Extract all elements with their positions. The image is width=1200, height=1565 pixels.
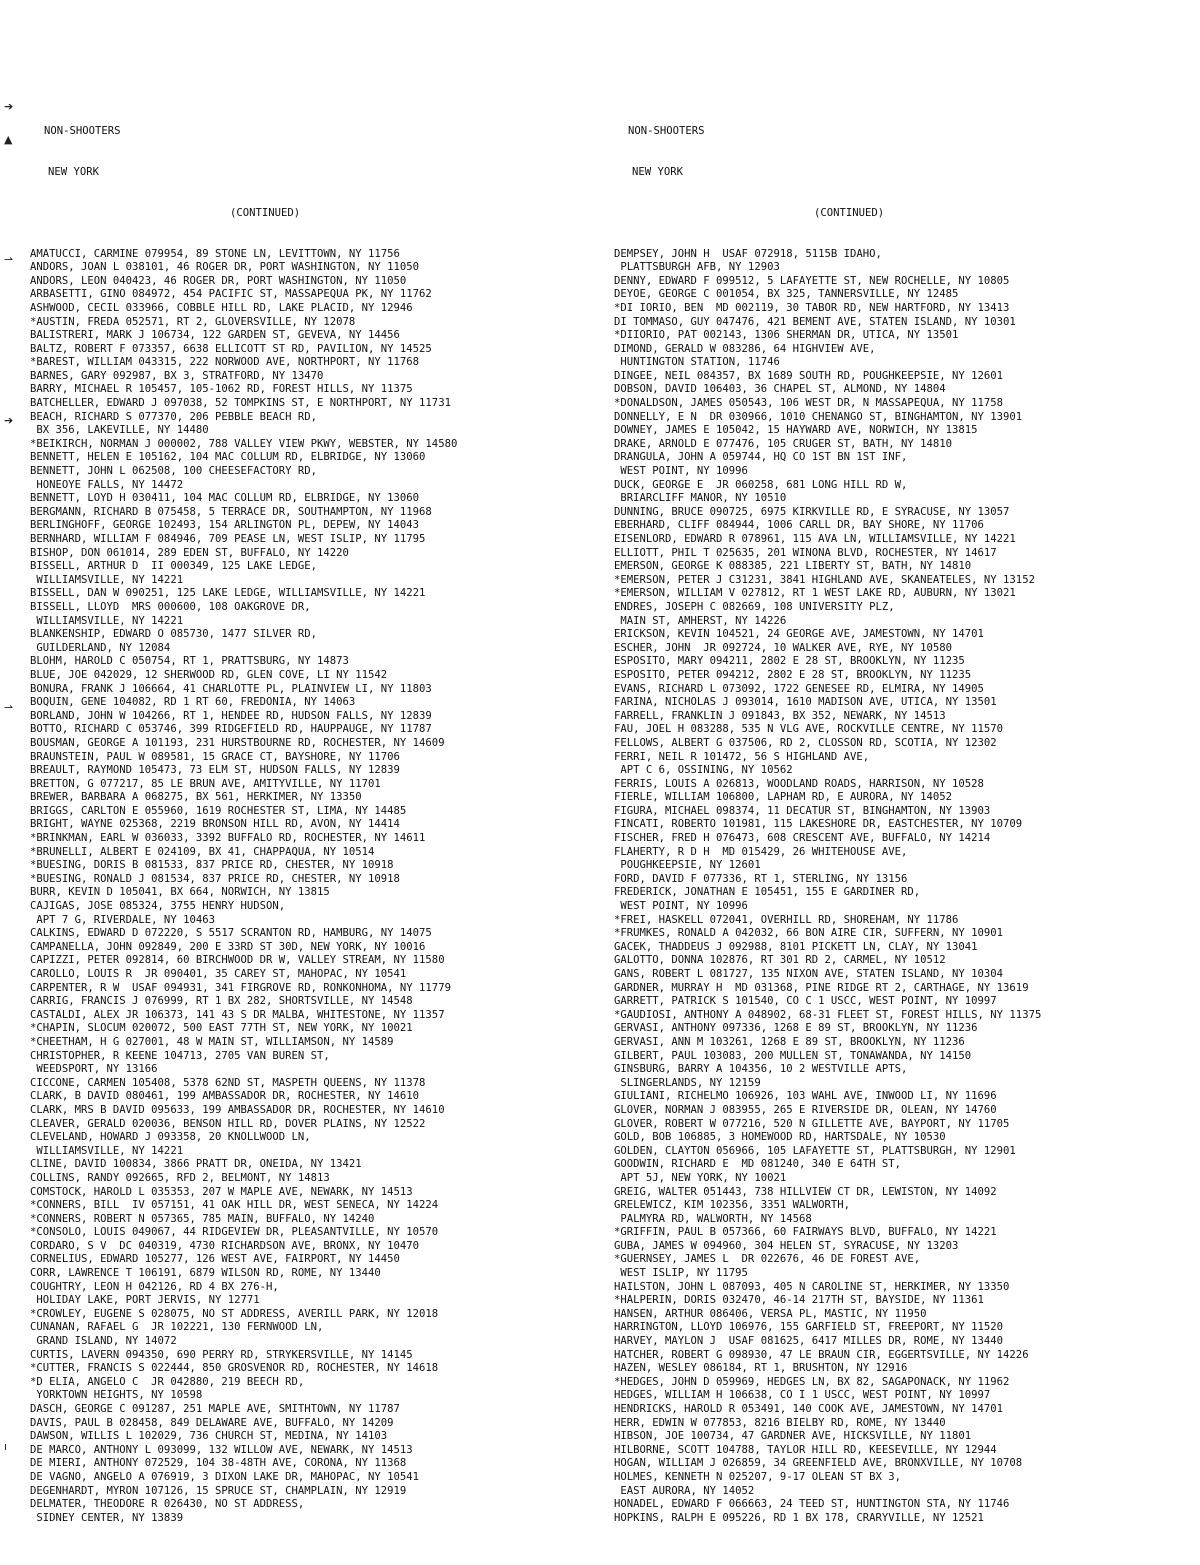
listing-entries	[614, 248, 1184, 1526]
listing-line: BISSELL, ARTHUR D II 000349, 125 LAKE LEDGE,	[30, 560, 318, 573]
listing-line: *DONALDSON, JAMES 050543, 106 WEST DR, N MASSAPEQUA, NY 11758	[614, 397, 1004, 410]
listing-line: BONURA, FRANK J 106664, 41 CHARLOTTE PL, PLAINVIEW LI, NY 11803	[30, 682, 432, 695]
listing-line: CLEVELAND, HOWARD J 093358, 20 KNOLLWOOD LN,	[30, 1131, 311, 1144]
listing-line: HANSEN, ARTHUR 086406, VERSA PL, MASTIC, NY 11950	[614, 1307, 927, 1320]
listing-line: SIDNEY CENTER, NY 13839	[30, 1511, 184, 1524]
listing-line: GACEK, THADDEUS J 092988, 8101 PICKETT LN, CLAY, NY 13041	[614, 940, 978, 953]
listing-line: CAMPANELLA, JOHN 092849, 200 E 33RD ST 30D, NEW YORK, NY 10016	[30, 940, 426, 953]
listing-line: CLEAVER, GERALD 020036, BENSON HILL RD, DOVER PLAINS, NY 12522	[30, 1117, 426, 1130]
listing-line: FARINA, NICHOLAS J 093014, 1610 MADISON AVE, UTICA, NY 13501	[614, 696, 997, 709]
listing-line: EBERHARD, CLIFF 084944, 1006 CARLL DR, BAY SHORE, NY 11706	[614, 519, 984, 532]
listing-line: *AUSTIN, FREDA 052571, RT 2, GLOVERSVILLE, NY 12078	[30, 315, 356, 328]
listing-line: DE MIERI, ANTHONY 072529, 104 38-48TH AVE, CORONA, NY 11368	[30, 1457, 407, 1470]
listing-line: COUGHTRY, LEON H 042126, RD 4 BX 276-H,	[30, 1280, 279, 1293]
listing-line: COLLINS, RANDY 092665, RFD 2, BELMONT, NY 14813	[30, 1171, 330, 1184]
listing-line: HARVEY, MAYLON J USAF 081625, 6417 MILLES DR, ROME, NY 13440	[614, 1335, 1004, 1348]
listing-line: *GRIFFIN, PAUL B 057366, 60 FAIRWAYS BLVD, BUFFALO, NY 14221	[614, 1226, 997, 1239]
listing-line: *BUESING, DORIS B 081533, 837 PRICE RD, CHESTER, NY 10918	[30, 859, 394, 872]
listing-line: HONEOYE FALLS, NY 14472	[30, 478, 184, 491]
listing-line: ERICKSON, KEVIN 104521, 24 GEORGE AVE, JAMESTOWN, NY 14701	[614, 628, 984, 641]
listing-line: HOLIDAY LAKE, PORT JERVIS, NY 12771	[30, 1294, 260, 1307]
listing-line: BENNETT, LOYD H 030411, 104 MAC COLLUM RD, ELBRIDGE, NY 13060	[30, 492, 420, 505]
listing-line: ANDORS, LEON 040423, 46 ROGER DR, PORT WASHINGTON, NY 11050	[30, 274, 407, 287]
listing-line: EVANS, RICHARD L 073092, 1722 GENESEE RD, ELMIRA, NY 14905	[614, 682, 984, 695]
listing-line: BALISTRERI, MARK J 106734, 122 GARDEN ST, GEVEVA, NY 14456	[30, 329, 400, 342]
listing-line: BLOHM, HAROLD C 050754, RT 1, PRATTSBURG, NY 14873	[30, 655, 349, 668]
listing-line: CAPIZZI, PETER 092814, 60 BIRCHWOOD DR W, VALLEY STREAM, NY 11580	[30, 954, 445, 967]
listing-line: *HEDGES, JOHN D 059969, HEDGES LN, BX 82, SAGAPONACK, NY 11962	[614, 1375, 1010, 1388]
listing-line: CUNANAN, RAFAEL G JR 102221, 130 FERNWOOD LN,	[30, 1321, 324, 1334]
listing-line: GLOVER, ROBERT W 077216, 520 N GILLETTE AVE, BAYPORT, NY 11705	[614, 1117, 1010, 1130]
listing-line: DIMOND, GERALD W 083286, 64 HIGHVIEW AVE,	[614, 342, 876, 355]
continued-label: (CONTINUED)	[814, 206, 885, 219]
listing-line: HATCHER, ROBERT G 098930, 47 LE BRAUN CIR, EGGERTSVILLE, NY 14226	[614, 1348, 1029, 1361]
listing-line: CAJIGAS, JOSE 085324, 3755 HENRY HUDSON,	[30, 900, 286, 913]
margin-arrow-mark: ⇀	[4, 701, 14, 714]
listing-line: BISSELL, DAN W 090251, 125 LAKE LEDGE, WILLIAMSVILLE, NY 14221	[30, 587, 426, 600]
section-heading: NON-SHOOTERS	[628, 125, 705, 138]
listing-line: DRAKE, ARNOLD E 077476, 105 CRUGER ST, BATH, NY 14810	[614, 437, 953, 450]
listing-line: BERLINGHOFF, GEORGE 102493, 154 ARLINGTON PL, DEPEW, NY 14043	[30, 519, 420, 532]
listing-line: HAILSTON, JOHN L 087093, 405 N CAROLINE ST, HERKIMER, NY 13350	[614, 1280, 1010, 1293]
listing-line: APT 7 G, RIVERDALE, NY 10463	[30, 913, 215, 926]
listing-line: WEST ISLIP, NY 11795	[614, 1267, 748, 1280]
listing-line: BISHOP, DON 061014, 289 EDEN ST, BUFFALO, NY 14220	[30, 546, 349, 559]
listing-line: ENDRES, JOSEPH C 082669, 108 UNIVERSITY PLZ,	[614, 600, 895, 613]
listing-line: *FRUMKES, RONALD A 042032, 66 BON AIRE CIR, SUFFERN, NY 10901	[614, 927, 1004, 940]
listing-line: FERRI, NEIL R 101472, 56 S HIGHLAND AVE,	[614, 750, 870, 763]
listing-line: FINCATI, ROBERTO 101981, 115 LAKESHORE DR, EASTCHESTER, NY 10709	[614, 818, 1023, 831]
listing-line: *DI IORIO, BEN MD 002119, 30 TABOR RD, NEW HARTFORD, NY 13413	[614, 301, 1010, 314]
listing-line: AMATUCCI, CARMINE 079954, 89 STONE LN, LEVITTOWN, NY 11756	[30, 247, 400, 260]
listing-line: BRIGHT, WAYNE 025368, 2219 BRONSON HILL RD, AVON, NY 14414	[30, 818, 400, 831]
listing-line: CARPENTER, R W USAF 094931, 341 FIRGROVE RD, RONKONHOMA, NY 11779	[30, 981, 451, 994]
listing-line: GILBERT, PAUL 103083, 200 MULLEN ST, TONAWANDA, NY 14150	[614, 1049, 972, 1062]
listing-line: GLOVER, NORMAN J 083955, 265 E RIVERSIDE DR, OLEAN, NY 14760	[614, 1103, 997, 1116]
listing-line: WILLIAMSVILLE, NY 14221	[30, 573, 184, 586]
listing-line: BENNETT, HELEN E 105162, 104 MAC COLLUM RD, ELBRIDGE, NY 13060	[30, 451, 426, 464]
listing-line: BERNHARD, WILLIAM F 084946, 709 PEASE LN, WEST ISLIP, NY 11795	[30, 533, 426, 545]
listing-line: BRIARCLIFF MANOR, NY 10510	[614, 492, 787, 505]
listing-line: DE VAGNO, ANGELO A 076919, 3 DIXON LAKE DR, MAHOPAC, NY 10541	[30, 1470, 420, 1483]
listing-line: CLARK, B DAVID 080461, 199 AMBASSADOR DR, ROCHESTER, NY 14610	[30, 1090, 420, 1103]
listing-line: DEYOE, GEORGE C 001054, BX 325, TANNERSVILLE, NY 12485	[614, 288, 959, 301]
listing-line: MAIN ST, AMHERST, NY 14226	[614, 614, 787, 627]
listing-line: GRAND ISLAND, NY 14072	[30, 1335, 177, 1348]
listing-line: HUNTINGTON STATION, 11746	[614, 356, 780, 369]
listing-line: *BEIKIRCH, NORMAN J 000002, 788 VALLEY VIEW PKWY, WEBSTER, NY 14580	[30, 437, 458, 450]
listing-line: SLINGERLANDS, NY 12159	[614, 1076, 761, 1089]
left-column	[30, 98, 600, 1553]
listing-line: *CROWLEY, EUGENE S 028075, NO ST ADDRESS, AVERILL PARK, NY 12018	[30, 1307, 439, 1320]
listing-line: *GAUDIOSI, ANTHONY A 048902, 68-31 FLEET ST, FOREST HILLS, NY 11375	[614, 1008, 1042, 1021]
listing-line: FISCHER, FRED H 076473, 608 CRESCENT AVE, BUFFALO, NY 14214	[614, 832, 991, 845]
listing-line: HONADEL, EDWARD F 066663, 24 TEED ST, HUNTINGTON STA, NY 11746	[614, 1498, 1010, 1511]
listing-line: *FREI, HASKELL 072041, OVERHILL RD, SHOREHAM, NY 11786	[614, 913, 959, 926]
listing-line: WEEDSPORT, NY 13166	[30, 1063, 158, 1076]
listing-line: *BUESING, RONALD J 081534, 837 PRICE RD, CHESTER, NY 10918	[30, 872, 400, 885]
listing-line: *HALPERIN, DORIS 032470, 46-14 217TH ST, BAYSIDE, NY 11361	[614, 1294, 984, 1307]
listing-line: CORDARO, S V DC 040319, 4730 RICHARDSON AVE, BRONX, NY 10470	[30, 1239, 420, 1252]
listing-line: *D ELIA, ANGELO C JR 042880, 219 BEECH RD,	[30, 1375, 305, 1388]
listing-line: FELLOWS, ALBERT G 037506, RD 2, CLOSSON RD, SCOTIA, NY 12302	[614, 736, 997, 749]
listing-line: HAZEN, WESLEY 086184, RT 1, BRUSHTON, NY 12916	[614, 1362, 908, 1375]
listing-line: GARDNER, MURRAY H MD 031368, PINE RIDGE RT 2, CARTHAGE, NY 13619	[614, 981, 1029, 994]
listing-line: *DIIORIO, PAT 002143, 1306 SHERMAN DR, UTICA, NY 13501	[614, 329, 959, 342]
listing-line: CICCONE, CARMEN 105408, 5378 62ND ST, MASPETH QUEENS, NY 11378	[30, 1076, 426, 1089]
listing-line: EISENLORD, EDWARD R 078961, 115 AVA LN, WILLIAMSVILLE, NY 14221	[614, 533, 1016, 545]
listing-line: *BRUNELLI, ALBERT E 024109, BX 41, CHAPPAQUA, NY 10514	[30, 845, 375, 858]
listing-line: BATCHELLER, EDWARD J 097038, 52 TOMPKINS ST, E NORTHPORT, NY 11731	[30, 397, 451, 410]
listing-line: GERVASI, ANTHONY 097336, 1268 E 89 ST, BROOKLYN, NY 11236	[614, 1022, 978, 1035]
margin-arrow-mark: ➔	[4, 414, 14, 427]
listing-line: *CUTTER, FRANCIS S 022444, 850 GROSVENOR RD, ROCHESTER, NY 14618	[30, 1362, 439, 1375]
listing-line: CAROLLO, LOUIS R JR 090401, 35 CAREY ST, MAHOPAC, NY 10541	[30, 968, 407, 980]
margin-arrow-mark: ➔	[4, 100, 14, 113]
listing-line: CASTALDI, ALEX JR 106373, 141 43 S DR MALBA, WHITESTONE, NY 11357	[30, 1008, 445, 1021]
listing-line: DINGEE, NEIL 084357, BX 1689 SOUTH RD, POUGHKEEPSIE, NY 12601	[614, 369, 1004, 382]
listing-line: WILLIAMSVILLE, NY 14221	[30, 1144, 184, 1157]
listing-line: POUGHKEEPSIE, NY 12601	[614, 859, 761, 872]
listing-line: APT 5J, NEW YORK, NY 10021	[614, 1171, 787, 1184]
state-heading: NEW YORK	[632, 165, 684, 178]
listing-line: *CONSOLO, LOUIS 049067, 44 RIDGEVIEW DR, PLEASANTVILLE, NY 10570	[30, 1226, 439, 1239]
listing-line: BALTZ, ROBERT F 073357, 6638 ELLICOTT ST RD, PAVILION, NY 14525	[30, 342, 432, 355]
margin-arrow-mark: ⇀	[4, 253, 14, 266]
listing-line: YORKTOWN HEIGHTS, NY 10598	[30, 1389, 203, 1402]
listing-line: PALMYRA RD, WALWORTH, NY 14568	[614, 1212, 812, 1225]
listing-line: GOODWIN, RICHARD E MD 081240, 340 E 64TH ST,	[614, 1158, 902, 1171]
listing-line: BARRY, MICHAEL R 105457, 105-1062 RD, FOREST HILLS, NY 11375	[30, 383, 413, 396]
continued-label: (CONTINUED)	[230, 206, 301, 219]
listing-line: CORNELIUS, EDWARD 105277, 126 WEST AVE, FAIRPORT, NY 14450	[30, 1253, 400, 1266]
margin-triangle-mark: ▲	[4, 133, 13, 146]
listing-line: FREDERICK, JONATHAN E 105451, 155 E GARDINER RD,	[614, 886, 921, 899]
listing-line: GANS, ROBERT L 081727, 135 NIXON AVE, STATEN ISLAND, NY 10304	[614, 968, 1004, 980]
listing-line: BX 356, LAKEVILLE, NY 14480	[30, 424, 209, 437]
listing-line: GRELEWICZ, KIM 102356, 3351 WALWORTH,	[614, 1199, 850, 1212]
listing-line: CLINE, DAVID 100834, 3866 PRATT DR, ONEIDA, NY 13421	[30, 1158, 362, 1171]
listing-line: *CONNERS, ROBERT N 057365, 785 MAIN, BUFFALO, NY 14240	[30, 1212, 375, 1225]
listing-line: GUBA, JAMES W 094960, 304 HELEN ST, SYRACUSE, NY 13203	[614, 1239, 959, 1252]
listing-line: DI TOMMASO, GUY 047476, 421 BEMENT AVE, STATEN ISLAND, NY 10301	[614, 315, 1016, 328]
listing-line: DUNNING, BRUCE 090725, 6975 KIRKVILLE RD, E SYRACUSE, NY 13057	[614, 505, 1010, 518]
listing-line: *BRINKMAN, EARL W 036033, 3392 BUFFALO RD, ROCHESTER, NY 14611	[30, 832, 426, 845]
listing-line: BREWER, BARBARA A 068275, BX 561, HERKIMER, NY 13350	[30, 791, 362, 804]
listing-line: DONNELLY, E N DR 030966, 1010 CHENANGO ST, BINGHAMTON, NY 13901	[614, 410, 1023, 423]
listing-line: DEGENHARDT, MYRON 107126, 15 SPRUCE ST, CHAMPLAIN, NY 12919	[30, 1484, 407, 1497]
listing-line: HOPKINS, RALPH E 095226, RD 1 BX 178, CRARYVILLE, NY 12521	[614, 1511, 984, 1524]
listing-line: CURTIS, LAVERN 094350, 690 PERRY RD, STRYKERSVILLE, NY 14145	[30, 1348, 413, 1361]
listing-line: PLATTSBURGH AFB, NY 12903	[614, 261, 780, 274]
listing-line: WEST POINT, NY 10996	[614, 465, 748, 478]
listing-line: *CHAPIN, SLOCUM 020072, 500 EAST 77TH ST, NEW YORK, NY 10021	[30, 1022, 413, 1035]
listing-line: CALKINS, EDWARD D 072220, S 5517 SCRANTON RD, HAMBURG, NY 14075	[30, 927, 432, 940]
listing-line: GOLD, BOB 106885, 3 HOMEWOOD RD, HARTSDALE, NY 10530	[614, 1131, 946, 1144]
listing-line: *CHEETHAM, H G 027001, 48 W MAIN ST, WILLIAMSON, NY 14589	[30, 1035, 394, 1048]
listing-line: DELMATER, THEODORE R 026430, NO ST ADDRESS,	[30, 1498, 305, 1511]
listing-line: BOUSMAN, GEORGE A 101193, 231 HURSTBOURNE RD, ROCHESTER, NY 14609	[30, 736, 445, 749]
listing-line: FORD, DAVID F 077336, RT 1, STERLING, NY 13156	[614, 872, 908, 885]
listing-line: FAU, JOEL H 083288, 535 N VLG AVE, ROCKVILLE CENTRE, NY 11570	[614, 723, 1004, 736]
listing-line: ESPOSITO, PETER 094212, 2802 E 28 ST, BROOKLYN, NY 11235	[614, 668, 972, 681]
listing-line: BRETTON, G 077217, 85 LE BRUN AVE, AMITYVILLE, NY 11701	[30, 777, 381, 790]
section-heading: NON-SHOOTERS	[44, 125, 121, 138]
listing-line: FIGURA, MICHAEL 098374, 11 DECATUR ST, BINGHAMTON, NY 13903	[614, 804, 991, 817]
state-heading: NEW YORK	[48, 165, 100, 178]
listing-line: DASCH, GEORGE C 091287, 251 MAPLE AVE, SMITHTOWN, NY 11787	[30, 1403, 400, 1415]
listing-line: BISSELL, LLOYD MRS 000600, 108 OAKGROVE DR,	[30, 600, 311, 613]
listing-line: BOTTO, RICHARD C 053746, 399 RIDGEFIELD RD, HAUPPAUGE, NY 11787	[30, 723, 432, 736]
listing-line: ASHWOOD, CECIL 033966, COBBLE HILL RD, LAKE PLACID, NY 12946	[30, 301, 413, 314]
listing-line: HARRINGTON, LLOYD 106976, 155 GARFIELD ST, FREEPORT, NY 11520	[614, 1321, 1004, 1334]
listing-line: HOLMES, KENNETH N 025207, 9-17 OLEAN ST BX 3,	[614, 1470, 902, 1483]
listing-line: GIULIANI, RICHELMO 106926, 103 WAHL AVE, INWOOD LI, NY 11696	[614, 1090, 997, 1103]
listing-line: BARNES, GARY 092987, BX 3, STRATFORD, NY 13470	[30, 369, 324, 382]
listing-line: GUILDERLAND, NY 12084	[30, 641, 171, 654]
listing-line: BEACH, RICHARD S 077370, 206 PEBBLE BEACH RD,	[30, 410, 318, 423]
listing-line: WEST POINT, NY 10996	[614, 900, 748, 913]
listing-line: EAST AURORA, NY 14052	[614, 1484, 755, 1497]
listing-line: *EMERSON, PETER J C31231, 3841 HIGHLAND AVE, SKANEATELES, NY 13152	[614, 573, 1035, 586]
listing-line: GALOTTO, DONNA 102876, RT 301 RD 2, CARMEL, NY 10512	[614, 954, 946, 967]
listing-line: DOWNEY, JAMES E 105042, 15 HAYWARD AVE, NORWICH, NY 13815	[614, 424, 978, 437]
listing-line: BURR, KEVIN D 105041, BX 664, NORWICH, NY 13815	[30, 886, 330, 899]
listing-line: ARBASETTI, GINO 084972, 454 PACIFIC ST, MASSAPEQUA PK, NY 11762	[30, 288, 432, 301]
listing-line: GOLDEN, CLAYTON 056966, 105 LAFAYETTE ST, PLATTSBURGH, NY 12901	[614, 1144, 1016, 1157]
listing-line: BOQUIN, GENE 104082, RD 1 RT 60, FREDONIA, NY 14063	[30, 696, 356, 709]
listing-line: FERRIS, LOUIS A 026813, WOODLAND ROADS, HARRISON, NY 10528	[614, 777, 984, 790]
listing-line: BREAULT, RAYMOND 105473, 73 ELM ST, HUDSON FALLS, NY 12839	[30, 764, 400, 777]
right-column	[614, 98, 1184, 1553]
listing-line: DE MARCO, ANTHONY L 093099, 132 WILLOW AVE, NEWARK, NY 14513	[30, 1443, 413, 1456]
listing-line: HERR, EDWIN W 077853, 8216 BIELBY RD, ROME, NY 13440	[614, 1416, 946, 1429]
listing-line: CHRISTOPHER, R KEENE 104713, 2705 VAN BUREN ST,	[30, 1049, 330, 1062]
listing-line: ESPOSITO, MARY 094211, 2802 E 28 ST, BROOKLYN, NY 11235	[614, 655, 965, 668]
listing-line: APT C 6, OSSINING, NY 10562	[614, 764, 793, 777]
listing-line: BRAUNSTEIN, PAUL W 089581, 15 GRACE CT, BAYSHORE, NY 11706	[30, 750, 400, 763]
listing-line: *CONNERS, BILL IV 057151, 41 OAK HILL DR, WEST SENECA, NY 14224	[30, 1199, 439, 1212]
listing-line: COMSTOCK, HAROLD L 035353, 207 W MAPLE AVE, NEWARK, NY 14513	[30, 1185, 413, 1198]
listing-line: DEMPSEY, JOHN H USAF 072918, 5115B IDAHO,	[614, 247, 882, 260]
listing-line: HILBORNE, SCOTT 104788, TAYLOR HILL RD, KEESEVILLE, NY 12944	[614, 1443, 997, 1456]
listing-line: GREIG, WALTER 051443, 738 HILLVIEW CT DR, LEWISTON, NY 14092	[614, 1185, 997, 1198]
listing-line: DOBSON, DAVID 106403, 36 CHAPEL ST, ALMOND, NY 14804	[614, 383, 946, 396]
listing-line: FARRELL, FRANKLIN J 091843, BX 352, NEWARK, NY 14513	[614, 709, 946, 722]
listing-line: BERGMANN, RICHARD B 075458, 5 TERRACE DR, SOUTHAMPTON, NY 11968	[30, 505, 432, 518]
listing-line: DAVIS, PAUL B 028458, 849 DELAWARE AVE, BUFFALO, NY 14209	[30, 1416, 394, 1429]
listing-line: BENNETT, JOHN L 062508, 100 CHEESEFACTORY RD,	[30, 465, 318, 478]
listing-line: *BAREST, WILLIAM 043315, 222 NORWOOD AVE, NORTHPORT, NY 11768	[30, 356, 420, 369]
listing-line: DENNY, EDWARD F 099512, 5 LAFAYETTE ST, NEW ROCHELLE, NY 10805	[614, 274, 1010, 287]
listing-line: FLAHERTY, R D H MD 015429, 26 WHITEHOUSE AVE,	[614, 845, 908, 858]
listing-line: BORLAND, JOHN W 104266, RT 1, HENDEE RD, HUDSON FALLS, NY 12839	[30, 709, 432, 722]
listing-line: *EMERSON, WILLIAM V 027812, RT 1 WEST LAKE RD, AUBURN, NY 13021	[614, 587, 1016, 600]
margin-speck-mark: ı	[4, 1440, 8, 1453]
listing-line: EMERSON, GEORGE K 088385, 221 LIBERTY ST, BATH, NY 14810	[614, 560, 972, 573]
listing-line: GARRETT, PATRICK S 101540, CO C 1 USCC, WEST POINT, NY 10997	[614, 995, 997, 1008]
listing-line: BLUE, JOE 042029, 12 SHERWOOD RD, GLEN COVE, LI NY 11542	[30, 668, 388, 681]
listing-line: BLANKENSHIP, EDWARD O 085730, 1477 SILVER RD,	[30, 628, 318, 641]
listing-line: DRANGULA, JOHN A 059744, HQ CO 1ST BN 1ST INF,	[614, 451, 908, 464]
listing-line: DUCK, GEORGE E JR 060258, 681 LONG HILL RD W,	[614, 478, 908, 491]
listing-line: BRIGGS, CARLTON E 055960, 1619 ROCHESTER ST, LIMA, NY 14485	[30, 804, 407, 817]
listing-line: WILLIAMSVILLE, NY 14221	[30, 614, 184, 627]
listing-line: CLARK, MRS B DAVID 095633, 199 AMBASSADOR DR, ROCHESTER, NY 14610	[30, 1103, 445, 1116]
listing-line: DAWSON, WILLIS L 102029, 736 CHURCH ST, MEDINA, NY 14103	[30, 1430, 388, 1443]
listing-line: CARRIG, FRANCIS J 076999, RT 1 BX 282, SHORTSVILLE, NY 14548	[30, 995, 413, 1008]
listing-line: HIBSON, JOE 100734, 47 GARDNER AVE, HICKSVILLE, NY 11801	[614, 1430, 972, 1443]
listing-line: ELLIOTT, PHIL T 025635, 201 WINONA BLVD, ROCHESTER, NY 14617	[614, 546, 997, 559]
listing-line: HEDGES, WILLIAM H 106638, CO I 1 USCC, WEST POINT, NY 10997	[614, 1389, 991, 1402]
listing-entries	[30, 248, 600, 1526]
listing-line: *GUERNSEY, JAMES L DR 022676, 46 DE FOREST AVE,	[614, 1253, 921, 1266]
listing-line: CORR, LAWRENCE T 106191, 6879 WILSON RD, ROME, NY 13440	[30, 1267, 381, 1280]
listing-line: FIERLE, WILLIAM 106800, LAPHAM RD, E AURORA, NY 14052	[614, 791, 953, 804]
listing-line: GINSBURG, BARRY A 104356, 10 2 WESTVILLE APTS,	[614, 1063, 908, 1076]
listing-line: ANDORS, JOAN L 038101, 46 ROGER DR, PORT WASHINGTON, NY 11050	[30, 261, 420, 274]
listing-line: HOGAN, WILLIAM J 026859, 34 GREENFIELD AVE, BRONXVILLE, NY 10708	[614, 1457, 1023, 1470]
listing-line: ESCHER, JOHN JR 092724, 10 WALKER AVE, RYE, NY 10580	[614, 641, 953, 654]
listing-line: HENDRICKS, HAROLD R 053491, 140 COOK AVE, JAMESTOWN, NY 14701	[614, 1403, 1004, 1415]
listing-line: GERVASI, ANN M 103261, 1268 E 89 ST, BROOKLYN, NY 11236	[614, 1035, 965, 1048]
